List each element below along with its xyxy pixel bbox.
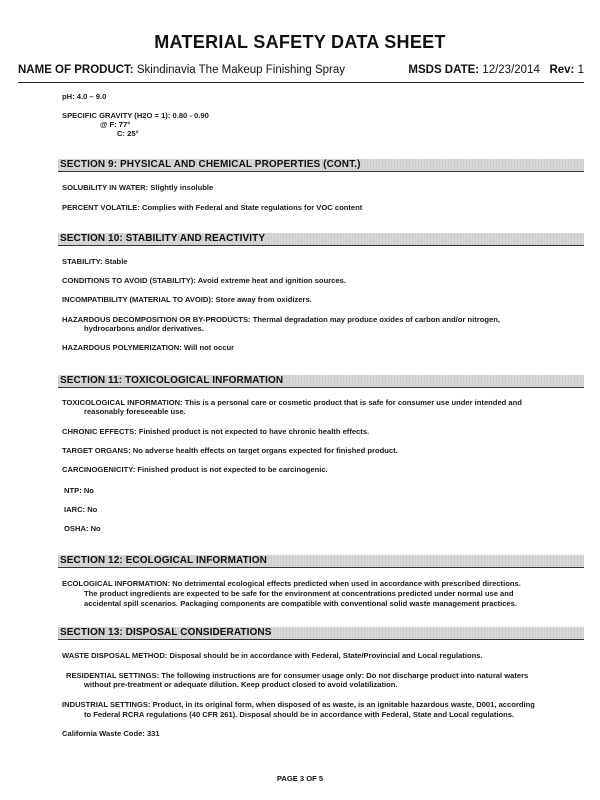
temp-c: C: 25°: [117, 129, 139, 138]
ph-value: pH: 4.0 – 9.0: [62, 92, 107, 101]
carcinogenicity: CARCINOGENICITY: Finished product is not expected to be carcinogenic.: [62, 465, 328, 474]
date-rev: [408, 64, 584, 76]
date-label: MSDS DATE:: [408, 64, 480, 76]
chronic-effects: CHRONIC EFFECTS: Finished product is not expected to have chronic health effects.: [62, 427, 370, 436]
section-10-rule: [58, 245, 584, 246]
rev-label: Rev:: [549, 64, 575, 76]
target-organs: TARGET ORGANS: No adverse health effects on target organs expected for finished product.: [62, 446, 398, 455]
decomposition-line-2: hydrocarbons and/or derivatives.: [84, 324, 204, 333]
product-label: NAME OF PRODUCT:: [18, 64, 134, 76]
specific-gravity: SPECIFIC GRAVITY (H2O = 1): 0.80 - 0.90: [62, 111, 209, 120]
temp-f: @ F: 77°: [100, 120, 131, 129]
solubility: SOLUBILITY IN WATER: Slightly insoluble: [62, 183, 214, 192]
section-9-rule: [58, 171, 584, 172]
eco-line-3: accidental spill scenarios. Packaging components are compatible with conventional solid waste management practices.: [84, 599, 517, 608]
document-title: MATERIAL SAFETY DATA SHEET: [154, 32, 446, 52]
residential-line-2: without pre-treatment or adequate dilution. Keep product closed to avoid volatilization.: [84, 680, 398, 689]
section-10-heading: SECTION 10: STABILITY AND REACTIVITY: [60, 233, 266, 244]
section-13-rule: [58, 639, 584, 640]
california-waste-code: California Waste Code: 331: [62, 729, 160, 738]
osha: OSHA: No: [64, 524, 101, 533]
page-number: PAGE 3 OF 5: [276, 774, 324, 783]
decomposition-line-1: HAZARDOUS DECOMPOSITION OR BY-PRODUCTS: Thermal degradation may produce oxides of carbon and/or nitrogen,: [62, 315, 500, 324]
eco-line-2: The product ingredients are expected to be safe for the environment at concentrations predicted under normal use and: [84, 589, 514, 598]
waste-disposal: WASTE DISPOSAL METHOD: Disposal should be in accordance with Federal, State/Provincial and Local regulations.: [62, 651, 483, 660]
date-value: 12/23/2014: [482, 64, 540, 76]
tox-info-line-2: reasonably foreseeable use.: [84, 407, 186, 416]
document-header: [18, 64, 584, 76]
tox-info-line-1: TOXICOLOGICAL INFORMATION: This is a personal care or cosmetic product that is safe for consumer use under intended and: [62, 398, 522, 407]
section-12-rule: [58, 567, 584, 568]
header-divider: [18, 82, 584, 83]
section-12-heading: SECTION 12: ECOLOGICAL INFORMATION: [60, 555, 267, 566]
section-11-rule: [58, 387, 584, 388]
percent-volatile: PERCENT VOLATILE: Complies with Federal and State regulations for VOC content: [62, 203, 363, 212]
eco-line-1: ECOLOGICAL INFORMATION: No detrimental ecological effects predicted when used in accordance with prescribed directions.: [62, 579, 521, 588]
rev-value: 1: [577, 64, 584, 76]
residential-line-1: RESIDENTIAL SETTINGS: The following instructions are for consumer usage only: Do not discharge product into natural waters: [66, 671, 529, 680]
product-name: Skindinavia The Makeup Finishing Spray: [136, 64, 346, 76]
ntp: NTP: No: [64, 486, 94, 495]
incompatibility: INCOMPATIBILITY (MATERIAL TO AVOID): Store away from oxidizers.: [62, 295, 312, 304]
stability: STABILITY: Stable: [62, 257, 128, 266]
conditions-to-avoid: CONDITIONS TO AVOID (STABILITY): Avoid extreme heat and ignition sources.: [62, 276, 346, 285]
industrial-line-1: INDUSTRIAL SETTINGS: Product, in its original form, when disposed of as waste, is an ignitable hazardous waste, D001, according: [62, 700, 535, 709]
section-13-heading: SECTION 13: DISPOSAL CONSIDERATIONS: [60, 627, 272, 638]
section-11-heading: SECTION 11: TOXICOLOGICAL INFORMATION: [60, 375, 284, 386]
section-9-heading: SECTION 9: PHYSICAL AND CHEMICAL PROPERTIES (CONT.): [60, 159, 361, 170]
industrial-line-2: to Federal RCRA regulations (40 CFR 261). Disposal should be in accordance with Federal, State and Local regulations.: [84, 710, 515, 719]
polymerization: HAZARDOUS POLYMERIZATION: Will not occur: [62, 343, 235, 352]
iarc: IARC: No: [64, 505, 98, 514]
